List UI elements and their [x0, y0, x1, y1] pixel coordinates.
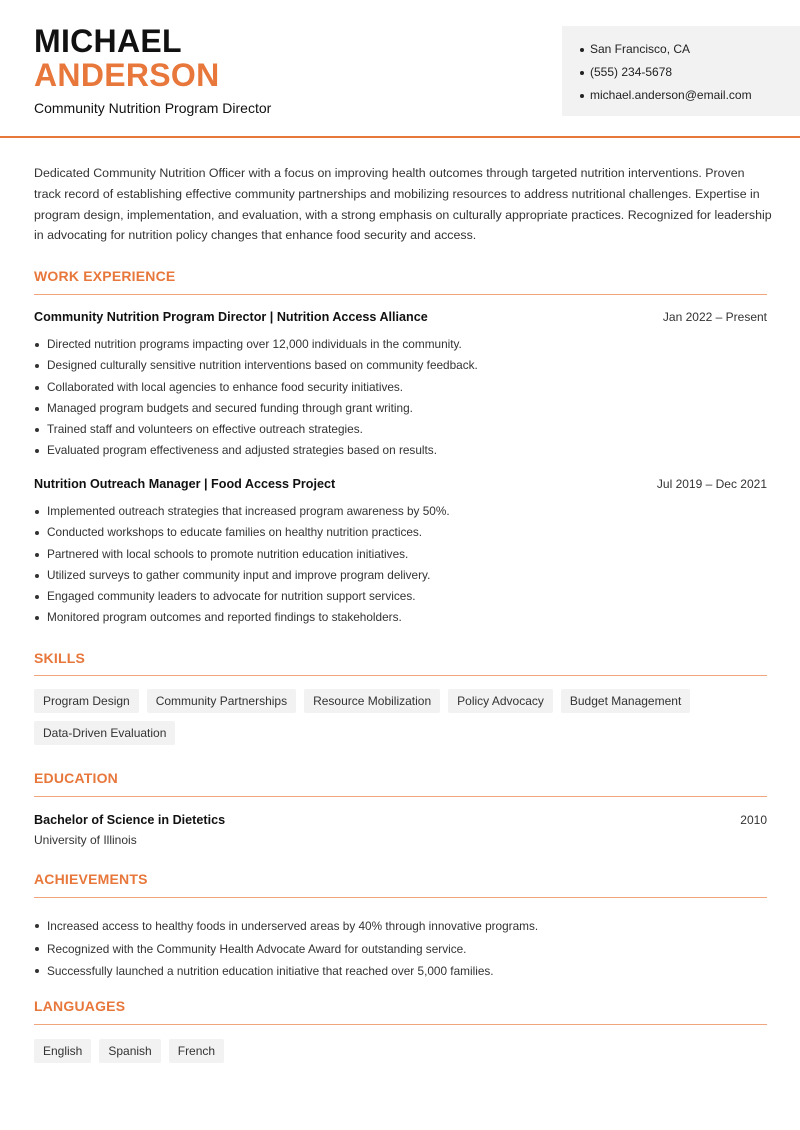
list-item: Partnered with local schools to promote nutrition education initiatives.: [34, 544, 767, 565]
contact-box: [562, 26, 800, 116]
list-item: Successfully launched a nutrition education initiative that reached over 5,000 families.: [34, 960, 767, 983]
skill-chip: Program Design: [34, 689, 139, 713]
skill-chip: Data-Driven Evaluation: [34, 721, 175, 745]
section-title-education: EDUCATION: [34, 770, 118, 786]
list-item: Managed program budgets and secured funding through grant writing.: [34, 398, 767, 419]
list-item: Trained staff and volunteers on effective outreach strategies.: [34, 419, 767, 440]
section-title-achievements: ACHIEVEMENTS: [34, 871, 148, 887]
section-divider: [34, 675, 767, 676]
job-role: Community Nutrition Program Director | Nutrition Access Alliance: [34, 310, 428, 324]
section-divider: [34, 897, 767, 898]
last-name: ANDERSON: [34, 57, 220, 93]
skill-chip: Resource Mobilization: [304, 689, 440, 713]
skills-list: [34, 689, 767, 745]
job-dates: Jul 2019 – Dec 2021: [656, 477, 767, 491]
language-chip: Spanish: [99, 1039, 160, 1063]
job-title: Community Nutrition Program Director: [34, 100, 272, 116]
language-chip: English: [34, 1039, 91, 1063]
section-title-languages: LANGUAGES: [34, 998, 126, 1014]
list-item: Conducted workshops to educate families on healthy nutrition practices.: [34, 522, 767, 543]
list-item: Engaged community leaders to advocate for nutrition support services.: [34, 586, 767, 607]
contact-phone: (555) 234-5678: [580, 61, 800, 84]
first-name: MICHAEL: [34, 23, 182, 59]
section-divider: [34, 1024, 767, 1025]
list-item: Monitored program outcomes and reported findings to stakeholders.: [34, 607, 767, 628]
section-divider: [34, 796, 767, 797]
skill-chip: Budget Management: [561, 689, 690, 713]
section-divider: [34, 294, 767, 295]
languages-list: [34, 1039, 767, 1063]
list-item: Utilized surveys to gather community input and improve program delivery.: [34, 565, 767, 586]
job-role: Nutrition Outreach Manager | Food Access Project: [34, 477, 336, 491]
education-school: University of Illinois: [34, 833, 137, 847]
education-entry: [34, 811, 767, 849]
section-title-work: WORK EXPERIENCE: [34, 268, 176, 284]
job-dates: Jan 2022 – Present: [662, 310, 767, 324]
list-item: Designed culturally sensitive nutrition interventions based on community feedback.: [34, 355, 767, 376]
skill-chip: Policy Advocacy: [448, 689, 553, 713]
list-item: Evaluated program effectiveness and adjusted strategies based on results.: [34, 440, 767, 461]
contact-location: San Francisco, CA: [580, 38, 800, 61]
list-item: Directed nutrition programs impacting over 12,000 individuals in the community.: [34, 334, 767, 355]
list-item: Recognized with the Community Health Advocate Award for outstanding service.: [34, 938, 767, 961]
achievements-list: [34, 915, 767, 983]
education-year: 2010: [740, 813, 767, 827]
list-item: Implemented outreach strategies that increased program awareness by 50%.: [34, 501, 767, 522]
language-chip: French: [169, 1039, 224, 1063]
education-degree: Bachelor of Science in Dietetics: [34, 813, 226, 827]
resume-header: [0, 0, 800, 138]
contact-email: michael.anderson@email.com: [580, 84, 800, 107]
list-item: Collaborated with local agencies to enhance food security initiatives.: [34, 377, 767, 398]
skill-chip: Community Partnerships: [147, 689, 296, 713]
job-entry: [34, 308, 767, 462]
job-entry: [34, 475, 767, 629]
list-item: Increased access to healthy foods in underserved areas by 40% through innovative programs.: [34, 915, 767, 938]
job-bullets: [34, 334, 767, 462]
summary: Dedicated Community Nutrition Officer with a focus on improving health outcomes through targeted nutrition interventions. Proven track record of establishing effective community partnerships and mobilizing resources to address nutritional challenges. Expertise in program design, implementation, and evaluation, with a strong emphasis on culturally appropriate practices. Recognized for leadership in advocating for nutrition policy changes that enhance food security and access.: [34, 166, 772, 243]
section-title-skills: SKILLS: [34, 650, 85, 666]
job-bullets: [34, 501, 767, 629]
